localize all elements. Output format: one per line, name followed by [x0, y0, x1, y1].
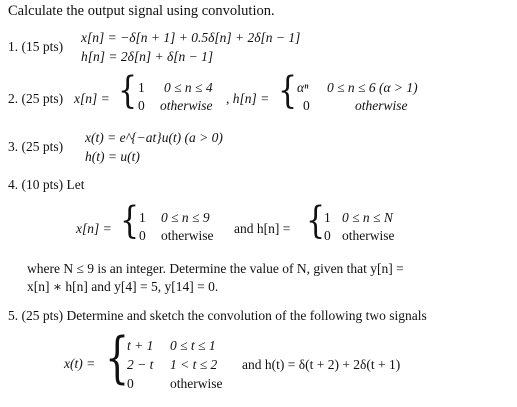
problem-4-x-case1-value: 1	[139, 210, 146, 225]
problem-2-h-case1-condition: 0 ≤ n ≤ 6 (α > 1)	[327, 80, 418, 95]
page-title: Calculate the output signal using convolution.	[8, 3, 275, 19]
problem-5-case3-condition: otherwise	[170, 376, 223, 391]
problem-2-h-lhs: , h[n] =	[226, 91, 270, 106]
problem-5-h-equation: and h(t) = δ(t + 2) + 2δ(t + 1)	[242, 357, 401, 372]
problem-1-x-equation: x[n] = −δ[n + 1] + 0.5δ[n] + 2δ[n − 1]	[81, 30, 301, 45]
problem-5-case1-value: t + 1	[127, 338, 154, 353]
problem-2-label: 2. (25 pts)	[8, 91, 64, 106]
problem-2-h-case2-condition: otherwise	[355, 98, 408, 113]
problem-2-x-brace: {	[118, 69, 138, 113]
problem-4-x-case2-condition: otherwise	[161, 228, 214, 243]
problem-2-x-case1-condition: 0 ≤ n ≤ 4	[164, 80, 213, 95]
problem-2-h-case1-value: αⁿ	[297, 80, 309, 95]
problem-2-x-case1-value: 1	[138, 80, 145, 95]
problem-4-text-line2: x[n] ∗ h[n] and y[4] = 5, y[14] = 0.	[27, 279, 219, 294]
problem-1-h-equation: h[n] = 2δ[n] + δ[n − 1]	[81, 49, 214, 64]
problem-5-case1-condition: 0 ≤ t ≤ 1	[170, 338, 216, 353]
problem-5-x-lhs: x(t) =	[64, 356, 96, 371]
problem-4-text-line1: where N ≤ 9 is an integer. Determine the value of N, given that y[n] =	[27, 261, 404, 276]
problem-5-x-brace: {	[105, 325, 130, 390]
problem-3-label: 3. (25 pts)	[8, 139, 64, 154]
problem-5-case3-value: 0	[127, 376, 134, 391]
problem-4-h-case2-condition: otherwise	[342, 228, 395, 243]
problem-4-h-case2-value: 0	[324, 228, 331, 243]
problem-4-x-case2-value: 0	[139, 228, 146, 243]
problem-3-h-equation: h(t) = u(t)	[85, 149, 140, 164]
problem-5-case2-condition: 1 < t ≤ 2	[170, 357, 218, 372]
problem-3-x-equation: x(t) = e^{−at}u(t) (a > 0)	[85, 130, 223, 145]
problem-4-x-lhs: x[n] =	[76, 221, 112, 236]
problem-2-x-lhs: x[n] =	[74, 91, 110, 106]
problem-1-label: 1. (15 pts)	[8, 39, 64, 54]
problem-4-x-case1-condition: 0 ≤ n ≤ 9	[161, 210, 210, 225]
problem-2-x-case2-condition: otherwise	[160, 98, 213, 113]
problem-4-x-brace: {	[120, 199, 140, 243]
problem-4-h-brace: {	[306, 199, 326, 243]
problem-4-label: 4. (10 pts) Let	[8, 177, 85, 192]
problem-5-case2-value: 2 − t	[127, 357, 154, 372]
problem-4-h-lhs: and h[n] =	[234, 221, 291, 236]
problem-2-h-brace: {	[278, 69, 298, 113]
problem-2-x-case2-value: 0	[138, 98, 145, 113]
problem-5-label: 5. (25 pts) Determine and sketch the convolution of the following two signals	[8, 308, 427, 323]
problem-2-h-case2-value: 0	[303, 98, 310, 113]
problem-4-h-case1-value: 1	[324, 210, 331, 225]
problem-4-h-case1-condition: 0 ≤ n ≤ N	[342, 210, 393, 225]
